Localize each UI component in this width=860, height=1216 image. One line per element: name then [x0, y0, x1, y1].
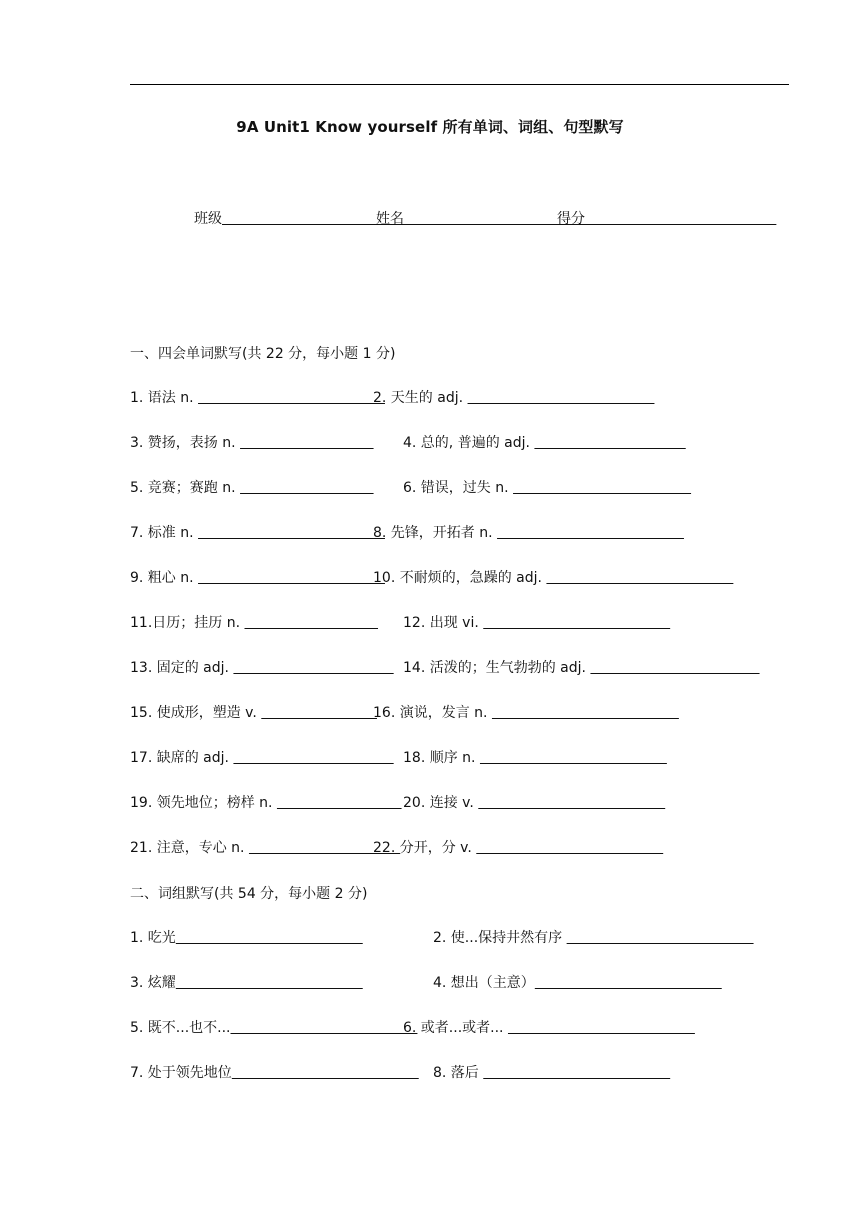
- list-item[interactable]: 4. 总的, 普遍的 adj.: [403, 433, 686, 453]
- list-item[interactable]: 3. 炫耀: [130, 973, 363, 993]
- answer-blank[interactable]: [534, 435, 685, 451]
- score-label: 得分: [557, 211, 585, 227]
- answer-blank[interactable]: [483, 615, 670, 631]
- answer-blank[interactable]: [590, 660, 759, 676]
- list-item[interactable]: 7. 标准 n.: [130, 523, 385, 543]
- answer-blank[interactable]: [508, 1020, 695, 1036]
- list-item[interactable]: 1. 吃光: [130, 928, 363, 948]
- answer-blank[interactable]: [478, 795, 665, 811]
- answer-blank[interactable]: [240, 480, 374, 496]
- answer-blank[interactable]: [245, 615, 379, 631]
- list-item[interactable]: 7. 处于领先地位: [130, 1063, 419, 1083]
- answer-blank[interactable]: [176, 930, 363, 946]
- list-item[interactable]: 8. 落后: [433, 1063, 670, 1083]
- answer-blank[interactable]: [232, 1065, 419, 1081]
- class-label: 班级: [194, 211, 222, 227]
- answer-blank[interactable]: [231, 1020, 418, 1036]
- list-item[interactable]: 3. 赞扬，表扬 n.: [130, 433, 374, 453]
- list-item[interactable]: 4. 想出（主意）: [433, 973, 722, 993]
- list-item[interactable]: 16. 演说，发言 n.: [373, 703, 679, 723]
- list-item[interactable]: 11.日历；挂历 n.: [130, 613, 378, 633]
- answer-blank[interactable]: [176, 975, 363, 991]
- section-2-heading: 二、词组默写(共 54 分，每小题 2 分): [130, 886, 368, 902]
- answer-blank[interactable]: [198, 525, 385, 541]
- list-item[interactable]: 22. 分开，分 v.: [373, 838, 663, 858]
- answer-blank[interactable]: [513, 480, 691, 496]
- answer-blank[interactable]: [492, 705, 679, 721]
- answer-blank[interactable]: [546, 570, 733, 586]
- answer-blank[interactable]: [476, 840, 663, 856]
- list-item[interactable]: 19. 领先地位；榜样 n.: [130, 793, 402, 813]
- list-item[interactable]: 12. 出现 vi.: [403, 613, 670, 633]
- answer-blank[interactable]: [483, 1065, 670, 1081]
- list-item[interactable]: 8. 先锋，开拓者 n.: [373, 523, 684, 543]
- list-item[interactable]: 20. 连接 v.: [403, 793, 665, 813]
- list-item[interactable]: 21. 注意，专心 n.: [130, 838, 400, 858]
- list-item[interactable]: 15. 使成形，塑造 v.: [130, 703, 377, 723]
- list-item[interactable]: 10. 不耐烦的，急躁的 adj.: [373, 568, 733, 588]
- answer-blank[interactable]: [233, 660, 393, 676]
- answer-blank[interactable]: [277, 795, 402, 811]
- page-title: 9A Unit1 Know yourself 所有单词、词组、句型默写: [236, 118, 624, 136]
- answer-blank[interactable]: [567, 930, 754, 946]
- list-item[interactable]: 5. 既不...也不...: [130, 1018, 417, 1038]
- answer-blank[interactable]: [198, 390, 385, 406]
- answer-blank[interactable]: [535, 975, 722, 991]
- answer-blank[interactable]: [261, 705, 377, 721]
- answer-blank[interactable]: [198, 570, 385, 586]
- answer-blank[interactable]: [468, 390, 655, 406]
- name-label: 姓名: [376, 211, 404, 227]
- score-blank[interactable]: [585, 211, 776, 227]
- list-item[interactable]: 1. 语法 n.: [130, 388, 385, 408]
- list-item[interactable]: 14. 活泼的；生气勃勃的 adj.: [403, 658, 760, 678]
- answer-blank[interactable]: [497, 525, 684, 541]
- list-item[interactable]: 5. 竞赛；赛跑 n.: [130, 478, 374, 498]
- score-field[interactable]: [557, 208, 776, 228]
- answer-blank[interactable]: [240, 435, 374, 451]
- list-item[interactable]: 17. 缺席的 adj.: [130, 748, 394, 768]
- list-item[interactable]: 13. 固定的 adj.: [130, 658, 394, 678]
- answer-blank[interactable]: [233, 750, 393, 766]
- top-rule: [130, 84, 789, 85]
- list-item[interactable]: 18. 顺序 n.: [403, 748, 667, 768]
- list-item[interactable]: 6. 错误，过失 n.: [403, 478, 691, 498]
- section-1-heading: 一、四会单词默写(共 22 分，每小题 1 分): [130, 346, 396, 362]
- list-item[interactable]: 9. 粗心 n.: [130, 568, 385, 588]
- list-item[interactable]: 6. 或者...或者...: [403, 1018, 695, 1038]
- answer-blank[interactable]: [480, 750, 667, 766]
- list-item[interactable]: 2. 使...保持井然有序: [433, 928, 754, 948]
- list-item[interactable]: 2. 天生的 adj.: [373, 388, 654, 408]
